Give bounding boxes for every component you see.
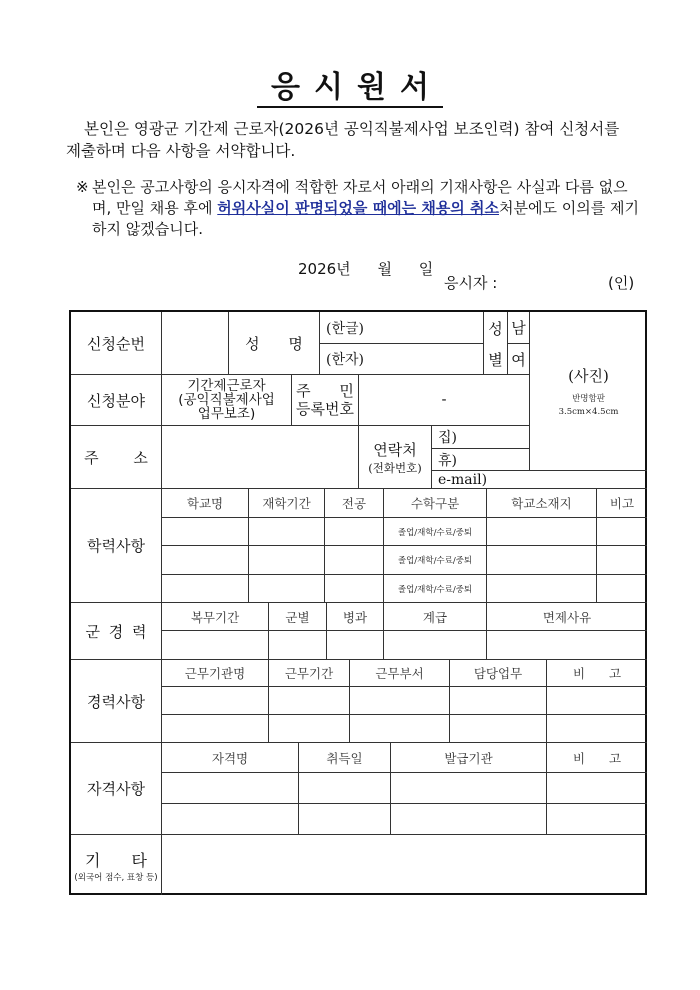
address-label: 주 소 — [71, 426, 162, 489]
contact-home-field[interactable]: 집) — [432, 426, 530, 449]
certification-label: 자격사항 — [71, 743, 162, 835]
resident-label-line2: 등록번호 — [296, 400, 354, 418]
cert-cell[interactable] — [162, 773, 299, 804]
edu-cell[interactable] — [487, 575, 597, 603]
edu-cell[interactable] — [162, 518, 249, 546]
contact-mobile-field[interactable]: 휴) — [432, 449, 530, 471]
mil-col-period: 복무기간 — [162, 603, 269, 631]
career-col-period: 근무기간 — [269, 660, 350, 687]
resident-no-field[interactable]: - — [359, 375, 530, 426]
cert-cell[interactable] — [547, 773, 647, 804]
mil-col-branch: 군별 — [269, 603, 327, 631]
mil-col-specialty: 병과 — [327, 603, 384, 631]
edu-cell[interactable] — [487, 518, 597, 546]
contact-label-main: 연락처 — [373, 440, 417, 459]
contact-label-sub: (전화번호) — [368, 460, 422, 475]
other-label-sub: (외국어 점수, 표창 등) — [74, 872, 158, 883]
cert-cell[interactable] — [391, 773, 547, 804]
career-cell[interactable] — [350, 687, 450, 715]
cert-col-name: 자격명 — [162, 743, 299, 773]
other-field[interactable] — [162, 835, 647, 895]
resident-no-label — [292, 375, 359, 426]
mil-cell[interactable] — [162, 631, 269, 660]
mil-cell[interactable] — [487, 631, 647, 660]
edu-cell[interactable] — [162, 575, 249, 603]
name-hanja-field[interactable]: (한자) — [320, 344, 484, 375]
edu-col-status: 수학구분 — [384, 489, 487, 518]
edu-cell[interactable] — [597, 518, 647, 546]
edu-cell[interactable] — [249, 575, 325, 603]
edu-cell[interactable] — [325, 575, 384, 603]
mil-cell[interactable] — [327, 631, 384, 660]
photo-box[interactable] — [530, 312, 647, 471]
name-label: 성 명 — [229, 312, 320, 375]
application-form-table — [69, 310, 647, 895]
intro-line-2: 제출하며 다음 사항을 서약합니다. — [66, 142, 296, 160]
page-title: 응시원서 — [0, 62, 700, 106]
career-cell[interactable] — [350, 715, 450, 743]
cert-col-note: 비 고 — [547, 743, 647, 773]
edu-col-major: 전공 — [325, 489, 384, 518]
career-col-dept: 근무부서 — [350, 660, 450, 687]
name-hangul-field[interactable]: (한글) — [320, 312, 484, 344]
edu-cell[interactable] — [249, 518, 325, 546]
career-col-duty: 담당업무 — [450, 660, 547, 687]
cert-cell[interactable] — [299, 773, 391, 804]
edu-status-cell[interactable]: 졸업/재학/수료/중퇴 — [384, 518, 487, 546]
resident-label-line1: 주 민 — [296, 382, 354, 400]
edu-cell[interactable] — [162, 546, 249, 575]
edu-col-school: 학교명 — [162, 489, 249, 518]
signer-label: 응시자 : — [444, 274, 498, 292]
notice-highlight: 허위사실이 판명되었을 때에는 채용의 취소 — [217, 199, 499, 217]
edu-cell[interactable] — [325, 546, 384, 575]
cert-cell[interactable] — [391, 804, 547, 835]
education-label: 학력사항 — [71, 489, 162, 603]
photo-label: (사진) — [568, 367, 609, 385]
gender-male-option[interactable]: 남 — [508, 312, 530, 344]
career-label: 경력사항 — [71, 660, 162, 743]
edu-cell[interactable] — [487, 546, 597, 575]
career-cell[interactable] — [547, 715, 647, 743]
photo-type: 반명함판 — [572, 394, 605, 404]
contact-label — [359, 426, 432, 489]
photo-size: 3.5cm×4.5cm — [558, 407, 619, 417]
field-value — [162, 375, 292, 426]
field-value-line2: (공익직불제사업 — [178, 392, 275, 408]
intro-line-1: 본인은 영광군 기간제 근로자(2026년 공익직불제사업 보조인력) 참여 신청서를 — [84, 120, 620, 138]
field-label: 신청분야 — [71, 375, 162, 426]
apply-no-field[interactable] — [162, 312, 229, 375]
military-label: 군 경 력 — [71, 603, 162, 660]
contact-email-field[interactable]: e-mail) — [432, 471, 647, 489]
career-cell[interactable] — [450, 687, 547, 715]
mil-col-rank: 계급 — [384, 603, 487, 631]
notice-text-1: 본인은 공고사항의 응시자격에 적합한 자로서 아래의 기재사항은 사실과 다름 없으며, 만일 채용 후에 — [92, 178, 628, 217]
edu-cell[interactable] — [597, 575, 647, 603]
career-cell[interactable] — [547, 687, 647, 715]
seal-label: (인) — [608, 274, 635, 292]
cert-cell[interactable] — [299, 804, 391, 835]
edu-col-location: 학교소재지 — [487, 489, 597, 518]
field-value-line3: 업무보조) — [197, 406, 256, 422]
mil-cell[interactable] — [384, 631, 487, 660]
cert-cell[interactable] — [162, 804, 299, 835]
mil-col-exemption: 면제사유 — [487, 603, 647, 631]
other-label-main: 기 타 — [85, 850, 147, 870]
career-col-org: 근무기관명 — [162, 660, 269, 687]
reference-mark-icon: ※ — [76, 178, 89, 196]
date-month: 월 — [377, 260, 392, 278]
date-year: 2026년 — [298, 260, 351, 278]
edu-status-cell[interactable]: 졸업/재학/수료/중퇴 — [384, 575, 487, 603]
cert-cell[interactable] — [547, 804, 647, 835]
cert-col-issuer: 발급기관 — [391, 743, 547, 773]
edu-cell[interactable] — [249, 546, 325, 575]
pledge-notice — [76, 177, 646, 240]
notice-text-2: 처분에도 이의를 제기하지 않겠습니다. — [92, 199, 639, 238]
gender-female-option[interactable]: 여 — [508, 344, 530, 375]
other-label — [71, 835, 162, 895]
career-cell[interactable] — [450, 715, 547, 743]
address-field[interactable] — [162, 426, 359, 489]
career-cell[interactable] — [162, 715, 269, 743]
gender-label-bottom: 별 — [484, 344, 508, 375]
date-line — [298, 258, 455, 279]
edu-col-period: 재학기간 — [249, 489, 325, 518]
career-cell[interactable] — [162, 687, 269, 715]
date-day: 일 — [418, 260, 434, 278]
edu-cell[interactable] — [597, 546, 647, 575]
gender-label-top: 성 — [484, 312, 508, 344]
edu-col-note: 비고 — [597, 489, 647, 518]
career-col-note: 비 고 — [547, 660, 647, 687]
edu-cell[interactable] — [325, 518, 384, 546]
field-value-line1: 기간제근로자 — [187, 378, 266, 394]
intro-paragraph — [66, 118, 646, 162]
edu-status-cell[interactable]: 졸업/재학/수료/중퇴 — [384, 546, 487, 575]
apply-no-label: 신청순번 — [71, 312, 162, 375]
career-cell[interactable] — [269, 687, 350, 715]
mil-cell[interactable] — [269, 631, 327, 660]
cert-col-date: 취득일 — [299, 743, 391, 773]
career-cell[interactable] — [269, 715, 350, 743]
